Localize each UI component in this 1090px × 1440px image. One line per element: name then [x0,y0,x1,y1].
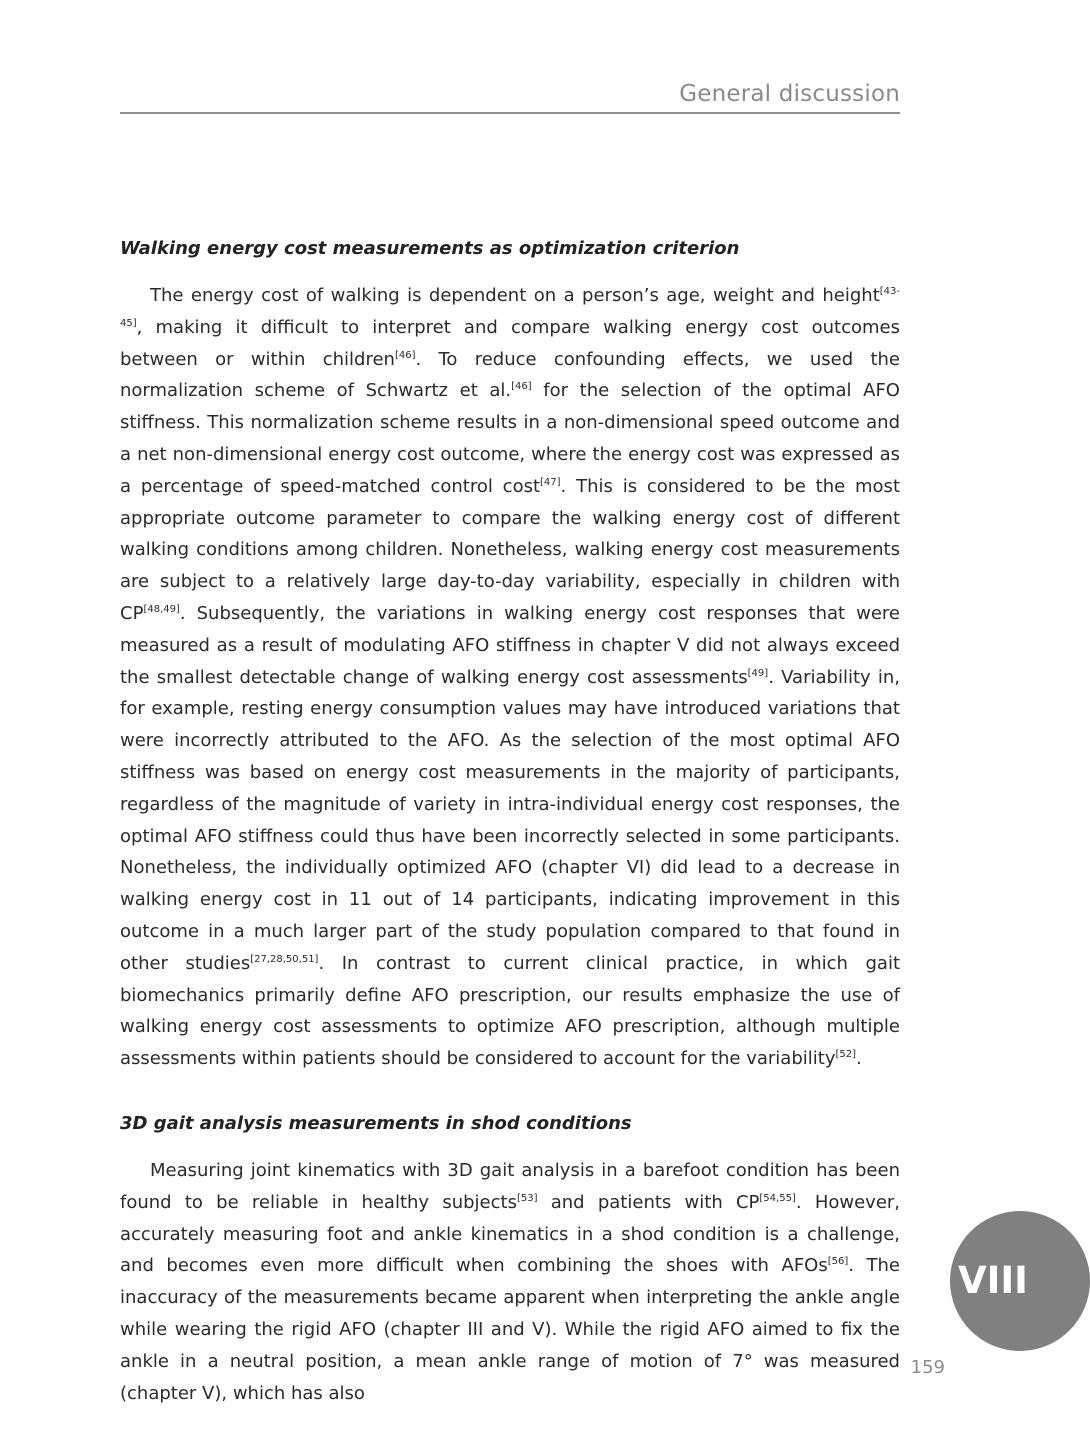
chapter-tab [950,1211,1090,1351]
body-paragraph [120,280,900,1075]
paragraph-text: . To reduce confounding effects, we used the normalization scheme of Schwartz et al. [120,348,901,402]
paragraph-text: . In contrast to current clinical practice, in which gait biomechanics primarily define AFO prescription, our results emphasize the use of walking energy cost assessments to optimize AFO prescription, although multiple assessments within patients should be considered to account for the variability [120,952,901,1070]
section-heading: Walking energy cost measurements as optimization criterion [120,238,740,259]
paragraph-text: and patients with CP [537,1191,760,1213]
running-title: General discussion [679,81,900,107]
page-content [120,236,900,1409]
citation: [53] [516,1192,538,1204]
citation: [46] [511,381,532,393]
paragraph-text: . However, accurately measuring foot and ankle kinematics in a shod condition is a challenge, and becomes even more difficult when combining the shoes with AFOs [120,1191,901,1277]
paragraph-text: . The inaccuracy of the measurements became apparent when interpreting the ankle angle while wearing the rigid AFO (chapter III and V). While the rigid AFO aimed to fix the ankle in a neutral position, a mean ankle range of motion of 7° was measured (chapter V), which has also [120,1255,901,1404]
paragraph-text: Measuring joint kinematics with 3D gait analysis in a barefoot condition has been found to be reliable in healthy subjects [120,1159,900,1213]
running-header [120,80,900,114]
paragraph-text: . This is considered to be the most appropriate outcome parameter to compare the walking energy cost of different walking conditions among children. Nonetheless, walking energy cost measurements are subject to a relatively large day-to-day variability, especially in children with CP [120,475,900,624]
citation: [48,49] [143,603,180,615]
citation: [56] [827,1256,849,1268]
chapter-tab-label: VIII [958,1259,1028,1302]
paragraph-text: . [856,1048,862,1070]
citation: [49] [747,667,769,679]
paragraph-text: The energy cost of walking is dependent on a person’s age, weight and height [150,285,880,306]
citation: [27,28,50,51] [250,953,319,965]
paragraph-text: . Variability in, for example, resting energy consumption values may have introduced variations that were incorrectly attributed to the AFO. As the selection of the most optimal AFO stiffness was based on energy cost measurements in the majority of participants, regardless of the magnitude of variety in intra-individual energy cost responses, the optimal AFO stiffness could thus have been incorrectly selected in some participants. Nonetheless, the individually optimized AFO (chapter VI) did lead to a decrease in walking energy cost in 11 out of 14 participants, indicating improvement in this outcome in a much larger part of the study population compared to that found in other studies [120,666,901,974]
page-number: 159 [910,1357,945,1378]
citation: [47] [540,476,561,488]
citation: [46] [394,349,416,361]
section-heading: 3D gait analysis measurements in shod conditions [120,1112,632,1134]
citation: [54,55] [759,1192,796,1204]
body-paragraph [120,1155,900,1409]
paragraph-text: for the selection of the optimal AFO stiffness. This normalization scheme results in a non-dimensional speed outcome and a net non-dimensional energy cost outcome, where the energy cost was expressed as a percentage of speed-matched control cost [120,380,900,497]
citation: [52] [835,1049,857,1061]
paragraph-text: . Subsequently, the variations in walking energy cost responses that were measured as a result of modulating AFO stiffness in chapter V did not always exceed the smallest detectable change of walking energy cost assessments [120,602,900,688]
paragraph-text: , making it difficult to interpret and compare walking energy cost outcomes between or within children [120,316,900,370]
citation: [43-45] [120,286,900,329]
